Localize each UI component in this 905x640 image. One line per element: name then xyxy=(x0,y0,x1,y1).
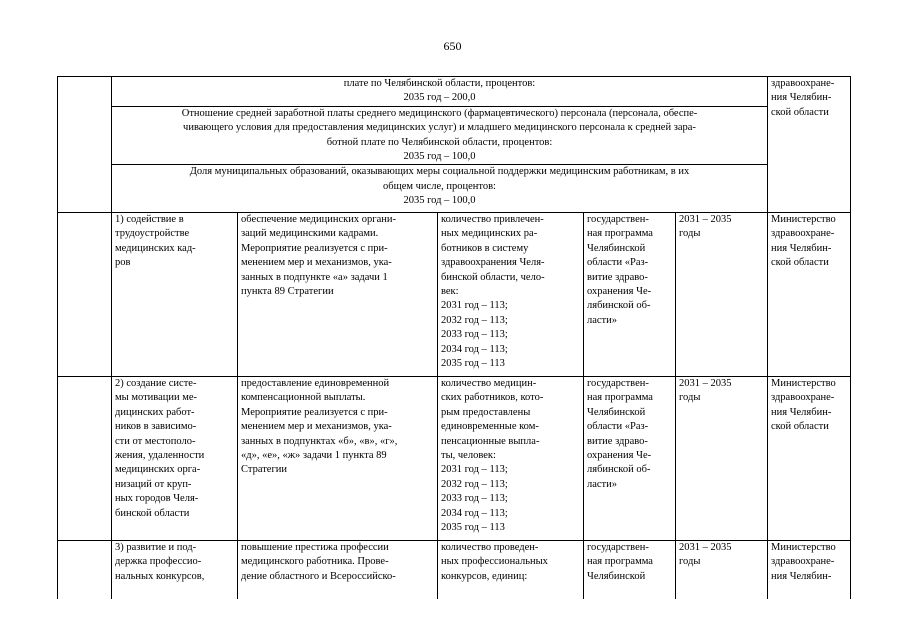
responsible-cell: Министерство здравоохране- ния Челябин- ской области xyxy=(767,377,851,540)
period-cell: 2031 – 2035 годы xyxy=(675,377,767,540)
strategy-table xyxy=(57,76,851,599)
responsible-cell: Министерство здравоохране- ния Челябин- xyxy=(767,541,851,599)
table-row xyxy=(57,213,851,377)
indicator-cell: количество медицин- ских работников, кото- рым предоставлены единовременные ком- пенсационные выпла- ты, человек: 2031 год – 113; 2032 год – 113; 2033 год – 113; 2034 год – 113; 2035 год – 113 xyxy=(437,377,583,540)
table-cell-empty xyxy=(57,377,111,540)
task-cell: 3) развитие и под- держка профессио- нальных конкурсов, xyxy=(111,541,237,599)
period-cell: 2031 – 2035 годы xyxy=(675,213,767,376)
table-row xyxy=(57,377,851,541)
table-row xyxy=(57,541,851,599)
program-cell: государствен- ная программа Челябинской области «Раз- витие здраво- охранения Че- лябинской об- ласти» xyxy=(583,213,675,376)
merged-indicators-cell xyxy=(111,77,767,212)
table-cell-empty xyxy=(57,213,111,376)
period-cell: 2031 – 2035 годы xyxy=(675,541,767,599)
task-cell: 2) создание систе- мы мотивации ме- дицинских работ- ников в зависимо- сти от местополо- жения, удаленности медицинских орга- низаций от круп- ных городов Челя- бинской области xyxy=(111,377,237,540)
program-cell: государствен- ная программа Челябинской области «Раз- витие здраво- охранения Че- лябинской об- ласти» xyxy=(583,377,675,540)
indicator-cell: количество привлечен- ных медицинских ра- ботников в систему здравоохранения Челя- бинской области, чело- век: 2031 год – 113; 2032 год – 113; 2033 год – 113; 2034 год – 113; 2035 год – 113 xyxy=(437,213,583,376)
indicator-block: Доля муниципальных образований, оказывающих меры социальной поддержки медицинским работникам, в их общем числе, процентов: 2035 год – 100,0 xyxy=(112,164,767,208)
measure-cell: обеспечение медицинских органи- заций медицинскими кадрами. Мероприятие реализуется с при- менением мер и механизмов, ука- занных в подпункте «а» задачи 1 пункта 89 Стратегии xyxy=(237,213,437,376)
table-row xyxy=(57,77,851,213)
responsible-cell: Министерство здравоохране- ния Челябин- ской области xyxy=(767,213,851,376)
table-cell-empty xyxy=(57,77,111,212)
indicator-cell: количество проведен- ных профессиональных конкурсов, единиц: xyxy=(437,541,583,599)
program-cell: государствен- ная программа Челябинской xyxy=(583,541,675,599)
indicator-block: Отношение средней заработной платы среднего медицинского (фармацевтического) персонала (персонала, обеспе- чивающего условия для предоставления медицинских услуг) и младшего медицинского персонала к средней зара- ботной плате по Челябинской области, процентов: 2035 год – 100,0 xyxy=(112,106,767,165)
table-cell-empty xyxy=(57,541,111,599)
page-number: 650 xyxy=(443,39,462,53)
task-cell: 1) содействие в трудоустройстве медицинских кад- ров xyxy=(111,213,237,376)
measure-cell: предоставление единовременной компенсационной выплаты. Мероприятие реализуется с при- менением мер и механизмов, ука- занных в подпунктах «б», «в», «г», «д», «е», «ж» задачи 1 пункта 89 Стратегии xyxy=(237,377,437,540)
responsible-cell: здравоохране- ния Челябин- ской области xyxy=(767,77,851,212)
indicator-block: плате по Челябинской области, процентов: 2035 год – 200,0 xyxy=(343,78,536,104)
measure-cell: повышение престижа профессии медицинского работника. Прове- дение областного и Всероссийско- xyxy=(237,541,437,599)
